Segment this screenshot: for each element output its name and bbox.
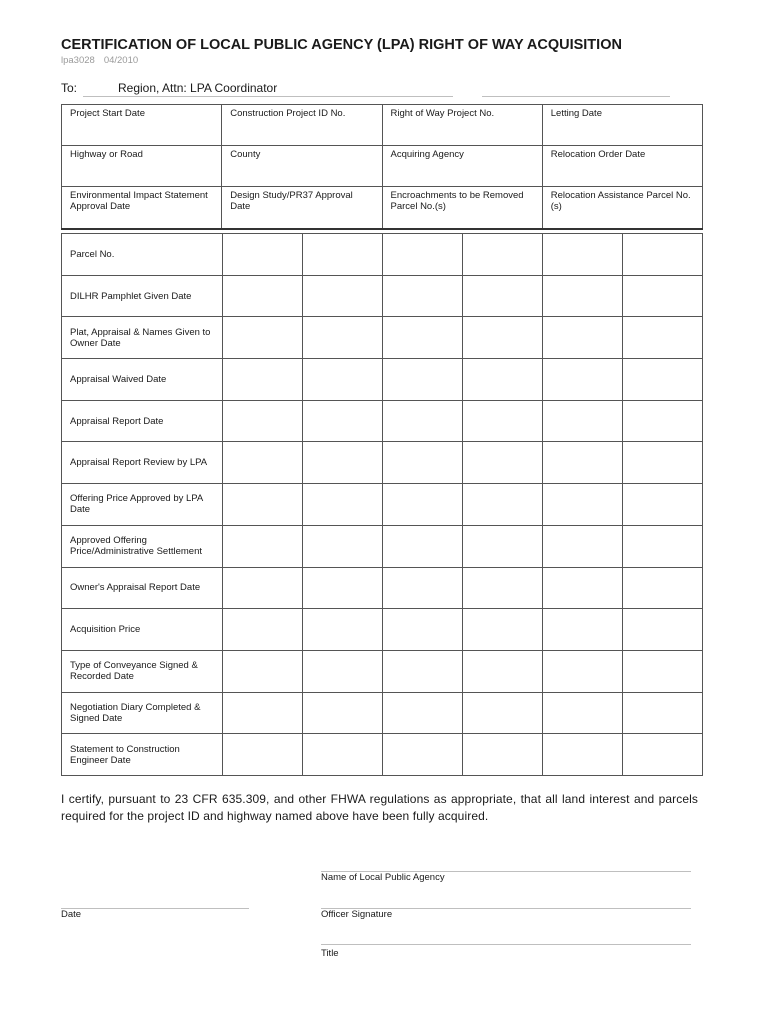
extra-input-line[interactable]: [482, 96, 670, 97]
field-label: Relocation Assistance Parcel No.(s): [550, 190, 691, 212]
project-info-row: [62, 187, 703, 229]
row-project-number-field[interactable]: [382, 105, 542, 146]
parcel-entry-cell[interactable]: [383, 359, 463, 401]
form-date: 04/2010: [103, 55, 139, 66]
parcel-entry-cell[interactable]: [623, 692, 703, 734]
form-code: [61, 55, 147, 66]
parcel-entry-cell[interactable]: [623, 442, 703, 484]
field-label: Environmental Impact Statement Approval Date: [70, 190, 208, 212]
parcel-entry-cell[interactable]: [463, 400, 543, 442]
parcel-entry-cell[interactable]: [223, 484, 303, 526]
date-line[interactable]: [61, 908, 249, 909]
design-study-approval-date-field[interactable]: [222, 187, 382, 229]
form-number: lpa3028: [61, 55, 95, 66]
parcel-entry-cell[interactable]: [223, 275, 303, 317]
parcel-entry-cell[interactable]: [543, 525, 623, 567]
parcel-row: [62, 525, 703, 567]
parcel-entry-cell[interactable]: [383, 525, 463, 567]
eis-approval-date-field[interactable]: [62, 187, 222, 229]
project-info-row: [62, 105, 703, 146]
parcel-entry-cell[interactable]: [543, 275, 623, 317]
parcel-entry-cell[interactable]: [303, 609, 383, 651]
parcel-entry-cell[interactable]: [303, 400, 383, 442]
parcel-row: [62, 275, 703, 317]
parcel-row-label: Negotiation Diary Completed & Signed Date: [62, 692, 223, 734]
title-line[interactable]: [321, 944, 691, 945]
parcel-row-label: DILHR Pamphlet Given Date: [62, 275, 223, 317]
parcel-row: [62, 484, 703, 526]
parcel-entry-cell[interactable]: [463, 567, 543, 609]
parcel-entry-cell[interactable]: [303, 442, 383, 484]
parcel-entry-cell[interactable]: [223, 317, 303, 359]
project-info-table: [61, 104, 703, 230]
parcel-row-label: Owner's Appraisal Report Date: [62, 567, 223, 609]
project-start-date-field[interactable]: [62, 105, 222, 146]
parcel-entry-cell[interactable]: [383, 234, 463, 276]
parcel-entry-cell[interactable]: [543, 317, 623, 359]
parcel-entry-cell[interactable]: [223, 400, 303, 442]
parcel-entry-cell[interactable]: [223, 442, 303, 484]
parcel-entry-cell[interactable]: [223, 609, 303, 651]
parcel-entry-cell[interactable]: [223, 567, 303, 609]
parcel-entry-cell[interactable]: [623, 234, 703, 276]
parcel-row: [62, 234, 703, 276]
parcel-entry-cell[interactable]: [623, 525, 703, 567]
parcel-entry-cell[interactable]: [303, 692, 383, 734]
parcel-entry-cell[interactable]: [463, 525, 543, 567]
parcel-entry-cell[interactable]: [303, 650, 383, 692]
parcel-entry-cell[interactable]: [223, 359, 303, 401]
parcel-entry-cell[interactable]: [383, 692, 463, 734]
date-label: Date: [61, 909, 82, 920]
parcel-row: [62, 734, 703, 776]
parcel-entry-cell[interactable]: [543, 400, 623, 442]
county-field[interactable]: [222, 146, 382, 187]
parcel-entry-cell[interactable]: [223, 234, 303, 276]
parcel-entry-cell[interactable]: [383, 484, 463, 526]
parcel-entry-cell[interactable]: [463, 734, 543, 776]
parcel-row: [62, 359, 703, 401]
parcel-row-label: Appraisal Report Review by LPA: [62, 442, 223, 484]
form-title: CERTIFICATION OF LOCAL PUBLIC AGENCY (LPA) RIGHT OF WAY ACQUISITION: [61, 37, 622, 53]
letting-date-field[interactable]: [542, 105, 702, 146]
agency-name-label: Name of Local Public Agency: [321, 872, 445, 883]
parcel-entry-cell[interactable]: [383, 275, 463, 317]
parcel-entry-cell[interactable]: [543, 609, 623, 651]
acquiring-agency-field[interactable]: [382, 146, 542, 187]
parcel-row-label: Appraisal Report Date: [62, 400, 223, 442]
parcel-row: [62, 609, 703, 651]
parcel-entry-cell[interactable]: [463, 359, 543, 401]
region-input-line[interactable]: [83, 96, 453, 97]
parcel-row: [62, 650, 703, 692]
officer-signature-label: Officer Signature: [321, 909, 393, 920]
parcel-entry-cell[interactable]: [463, 609, 543, 651]
parcel-entry-cell[interactable]: [623, 567, 703, 609]
parcel-row-label: Appraisal Waived Date: [62, 359, 223, 401]
parcel-entry-cell[interactable]: [623, 359, 703, 401]
parcel-entry-cell[interactable]: [223, 734, 303, 776]
parcel-entry-cell[interactable]: [543, 234, 623, 276]
parcel-row: [62, 442, 703, 484]
parcel-entry-cell[interactable]: [303, 234, 383, 276]
parcel-entry-cell[interactable]: [383, 650, 463, 692]
parcel-entry-cell[interactable]: [463, 442, 543, 484]
parcel-entry-cell[interactable]: [463, 650, 543, 692]
parcel-entry-cell[interactable]: [543, 442, 623, 484]
parcel-row: [62, 317, 703, 359]
parcel-row-label: Parcel No.: [62, 234, 223, 276]
field-label: Design Study/PR37 Approval Date: [230, 190, 353, 212]
to-label: To:: [61, 81, 78, 95]
parcel-row: [62, 692, 703, 734]
parcel-row: [62, 400, 703, 442]
parcel-row-label: Approved Offering Price/Administrative Settlement: [62, 525, 223, 567]
parcel-entry-cell[interactable]: [463, 234, 543, 276]
highway-field[interactable]: [62, 146, 222, 187]
field-label: Relocation Order Date: [550, 149, 646, 160]
parcel-entry-cell[interactable]: [623, 317, 703, 359]
parcel-entry-cell[interactable]: [543, 359, 623, 401]
field-label: Acquiring Agency: [390, 149, 464, 160]
title-label: Title: [321, 948, 339, 959]
parcel-entry-cell[interactable]: [383, 609, 463, 651]
parcel-row-label: Statement to Construction Engineer Date: [62, 734, 223, 776]
parcel-entry-cell[interactable]: [623, 400, 703, 442]
parcel-entry-cell[interactable]: [383, 442, 463, 484]
parcel-entry-cell[interactable]: [303, 359, 383, 401]
parcel-row-label: Offering Price Approved by LPA Date: [62, 484, 223, 526]
parcel-entry-cell[interactable]: [623, 650, 703, 692]
parcel-row: [62, 567, 703, 609]
field-label: Highway or Road: [70, 149, 143, 160]
certification-statement: I certify, pursuant to 23 CFR 635.309, and other FHWA regulations as appropriate, that all land interest and parcels required for the project ID and highway named above have been fully acquired.: [61, 792, 698, 823]
parcel-entry-cell[interactable]: [383, 734, 463, 776]
encroachments-field[interactable]: [382, 187, 542, 229]
parcel-entry-cell[interactable]: [463, 275, 543, 317]
parcel-entry-cell[interactable]: [463, 317, 543, 359]
parcel-entry-cell[interactable]: [543, 484, 623, 526]
parcel-entry-cell[interactable]: [223, 650, 303, 692]
parcel-entry-cell[interactable]: [223, 692, 303, 734]
parcel-entry-cell[interactable]: [543, 650, 623, 692]
parcel-entry-cell[interactable]: [623, 734, 703, 776]
parcel-entry-cell[interactable]: [303, 275, 383, 317]
field-label: Encroachments to be Removed Parcel No.(s): [390, 190, 524, 212]
parcel-entry-cell[interactable]: [543, 692, 623, 734]
parcel-entry-cell[interactable]: [543, 734, 623, 776]
parcel-entry-cell[interactable]: [463, 484, 543, 526]
field-label: County: [230, 149, 261, 160]
field-label: Project Start Date: [70, 108, 145, 119]
field-label: Construction Project ID No.: [230, 108, 346, 119]
parcel-entry-cell[interactable]: [543, 567, 623, 609]
to-region: Region, Attn: LPA Coordinator: [118, 81, 278, 95]
construction-project-id-field[interactable]: [222, 105, 382, 146]
parcel-entry-cell[interactable]: [383, 317, 463, 359]
parcel-entry-cell[interactable]: [303, 525, 383, 567]
relocation-order-date-field[interactable]: [542, 146, 702, 187]
parcel-table: [61, 233, 703, 776]
parcel-row-label: Type of Conveyance Signed & Recorded Date: [62, 650, 223, 692]
parcel-entry-cell[interactable]: [303, 567, 383, 609]
parcel-entry-cell[interactable]: [623, 275, 703, 317]
parcel-entry-cell[interactable]: [223, 525, 303, 567]
parcel-entry-cell[interactable]: [303, 734, 383, 776]
parcel-entry-cell[interactable]: [623, 609, 703, 651]
parcel-row-label: Plat, Appraisal & Names Given to Owner Date: [62, 317, 223, 359]
parcel-entry-cell[interactable]: [463, 692, 543, 734]
parcel-entry-cell[interactable]: [303, 317, 383, 359]
project-info-row: [62, 146, 703, 187]
parcel-row-label: Acquisition Price: [62, 609, 223, 651]
relocation-assistance-field[interactable]: [542, 187, 702, 229]
parcel-entry-cell[interactable]: [303, 484, 383, 526]
parcel-entry-cell[interactable]: [383, 400, 463, 442]
field-label: Letting Date: [550, 108, 602, 119]
parcel-entry-cell[interactable]: [383, 567, 463, 609]
parcel-entry-cell[interactable]: [623, 484, 703, 526]
field-label: Right of Way Project No.: [390, 108, 495, 119]
